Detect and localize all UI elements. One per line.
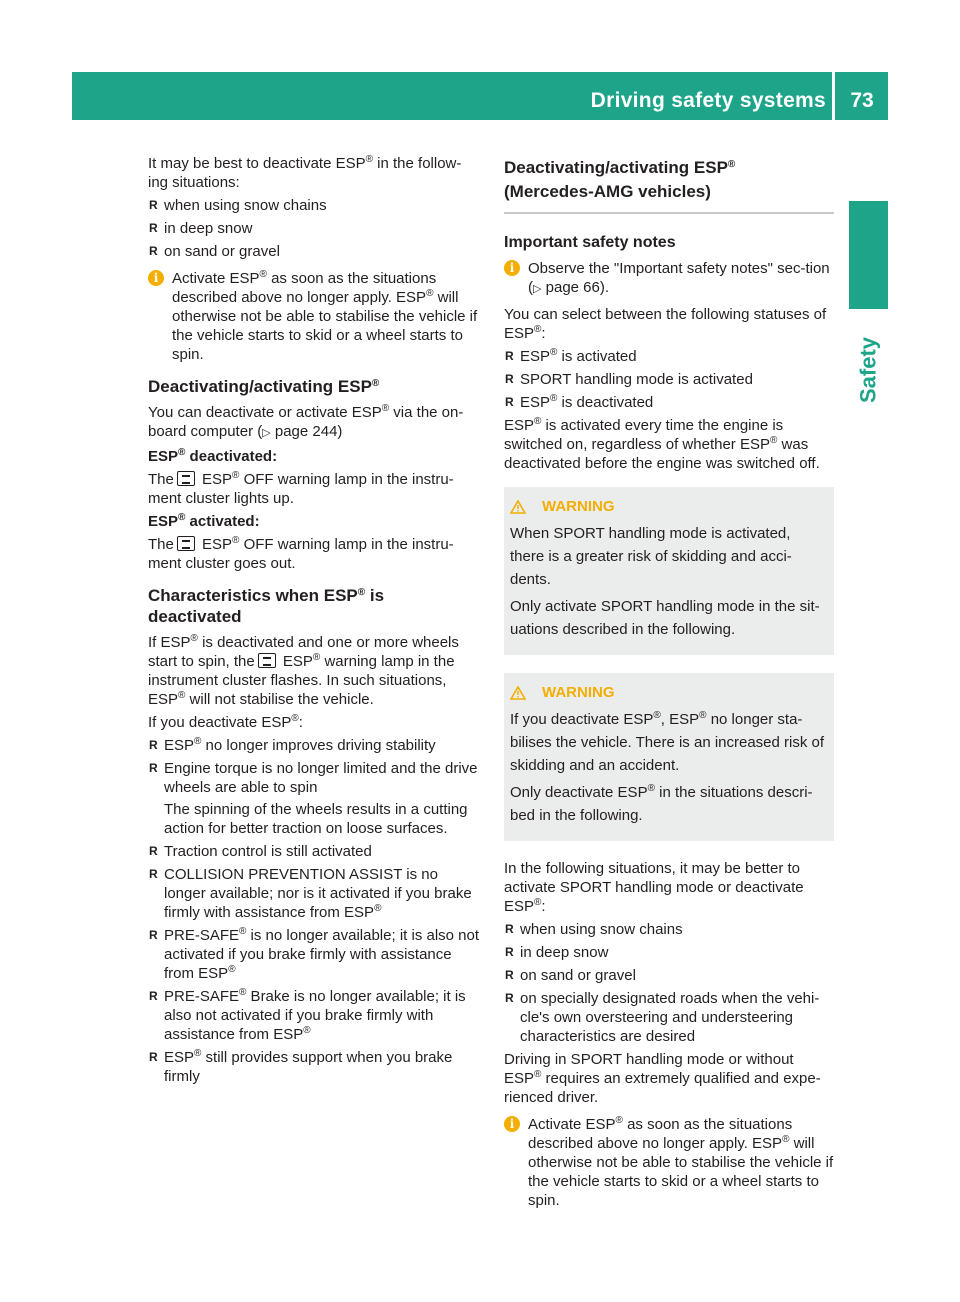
- list-item: R on sand or gravel: [148, 242, 481, 261]
- warning-text: When SPORT handling mode is activated, there is a greater risk of skidding and acci-dents.: [510, 525, 792, 588]
- warning-triangle-icon: [510, 500, 526, 514]
- warning-triangle-icon: [510, 686, 526, 700]
- status-heading: ESP® deactivated:: [148, 447, 278, 465]
- list-item: R when using snow chains: [504, 920, 834, 939]
- effects-list: [148, 736, 481, 1086]
- info-note: i Observe the "Important safety notes" sec-tion (▷ page 66).: [504, 259, 834, 299]
- paragraph: Driving in SPORT handling mode or without ESP® requires an extremely qualified and expe-rienced driver.: [504, 1051, 821, 1106]
- list-item: R ESP® is deactivated: [504, 393, 834, 412]
- esp-off-icon: [177, 536, 195, 551]
- list-item: R ESP® is activated: [504, 347, 834, 366]
- info-note: i Activate ESP® as soon as the situations described above no longer apply. ESP® will otherwise not be able to stabilise the vehicle if the vehicle starts to skid or a wheel starts to spin.: [504, 1115, 834, 1210]
- paragraph: You can select between the following statuses of ESP®:: [504, 306, 827, 342]
- list-item: R Traction control is still activated: [148, 842, 481, 861]
- side-tab-label: Safety: [855, 336, 881, 404]
- warning-header: WARNING: [510, 681, 828, 704]
- list-item: R PRE-SAFE® is no longer available; it is also not activated if you brake firmly with assistance from ESP®: [148, 926, 481, 983]
- warning-text: If you deactivate ESP®, ESP® no longer sta-bilises the vehicle. There is an increased risk of skidding and an accident.: [510, 710, 825, 774]
- esp-off-icon: [177, 471, 195, 486]
- list-item: R when using snow chains: [148, 196, 481, 215]
- paragraph: In the following situations, it may be better to activate SPORT handling mode or deactivate ESP®:: [504, 860, 804, 915]
- list-item: R COLLISION PREVENTION ASSIST is no longer available; nor is it activated if you brake firmly with assistance from ESP®: [148, 865, 481, 922]
- paragraph: ESP® is activated every time the engine is switched on, regardless of whether ESP® was deactivated before the engine was switched off.: [504, 416, 820, 472]
- right-column: [504, 154, 834, 1216]
- info-icon: i: [504, 260, 520, 276]
- page-section-title: Driving safety systems: [590, 89, 826, 112]
- left-column: [148, 154, 481, 1090]
- list-item: R on sand or gravel: [504, 966, 834, 985]
- esp-warning-icon: [258, 653, 276, 668]
- arrow-icon: ▷: [533, 283, 542, 295]
- status-list: [504, 347, 834, 412]
- situation-list: [148, 196, 481, 261]
- warning-header: WARNING: [510, 495, 828, 518]
- divider: [504, 212, 834, 214]
- warning-text: Only deactivate ESP® in the situations descri-bed in the following.: [510, 783, 813, 824]
- warning-box: [504, 487, 834, 655]
- info-icon: i: [148, 270, 164, 286]
- page-number: 73: [850, 89, 874, 112]
- paragraph: The ESP® OFF warning lamp in the instru-ment cluster lights up.: [148, 470, 454, 507]
- side-tab: [849, 201, 888, 309]
- header-separator: [832, 72, 835, 120]
- paragraph: If you deactivate ESP®:: [148, 713, 303, 731]
- paragraph: You can deactivate or activate ESP® via the on-board computer (▷ page 244): [148, 403, 464, 440]
- subsection-heading: Important safety notes: [504, 234, 676, 251]
- arrow-icon: ▷: [262, 427, 271, 439]
- situation-list: [504, 920, 834, 1046]
- list-item: R ESP® still provides support when you brake firmly: [148, 1048, 481, 1086]
- list-item: R PRE-SAFE® Brake is no longer available; it is also not activated if you brake firmly with assistance from ESP®: [148, 987, 481, 1044]
- paragraph: If ESP® is deactivated and one or more wheels start to spin, the ESP® warning lamp in the instrument cluster flashes. In such situations, ESP® will not stabilise the vehicle.: [148, 633, 459, 708]
- paragraph: The ESP® OFF warning lamp in the instru-ment cluster goes out.: [148, 535, 454, 572]
- intro-paragraph: It may be best to deactivate ESP® in the follow-ing situations:: [148, 154, 462, 191]
- list-item: R Engine torque is no longer limited and the drive wheels are able to spin The spinning of the wheels results in a cutting action for better traction on loose surfaces.: [148, 759, 481, 838]
- list-item: R on specially designated roads when the vehi-cle's own oversteering and understeering characteristics are desired: [504, 989, 834, 1046]
- list-item: R SPORT handling mode is activated: [504, 370, 834, 389]
- section-heading: Deactivating/activating ESP®: [148, 377, 380, 396]
- warning-text: Only activate SPORT handling mode in the sit-uations described in the following.: [510, 598, 820, 638]
- info-icon: i: [504, 1116, 520, 1132]
- info-note: i Activate ESP® as soon as the situations described above no longer apply. ESP® will otherwise not be able to stabilise the vehicle if the vehicle starts to skid or a wheel starts to spin.: [148, 269, 481, 364]
- section-heading: Characteristics when ESP® is deactivated: [148, 586, 385, 626]
- list-item: R ESP® no longer improves driving stability: [148, 736, 481, 755]
- list-item: R in deep snow: [148, 219, 481, 238]
- warning-box: [504, 673, 834, 841]
- status-heading: ESP® activated:: [148, 512, 260, 530]
- list-item: R in deep snow: [504, 943, 834, 962]
- section-heading: Deactivating/activating ESP® (Mercedes-AMG vehicles): [504, 158, 736, 201]
